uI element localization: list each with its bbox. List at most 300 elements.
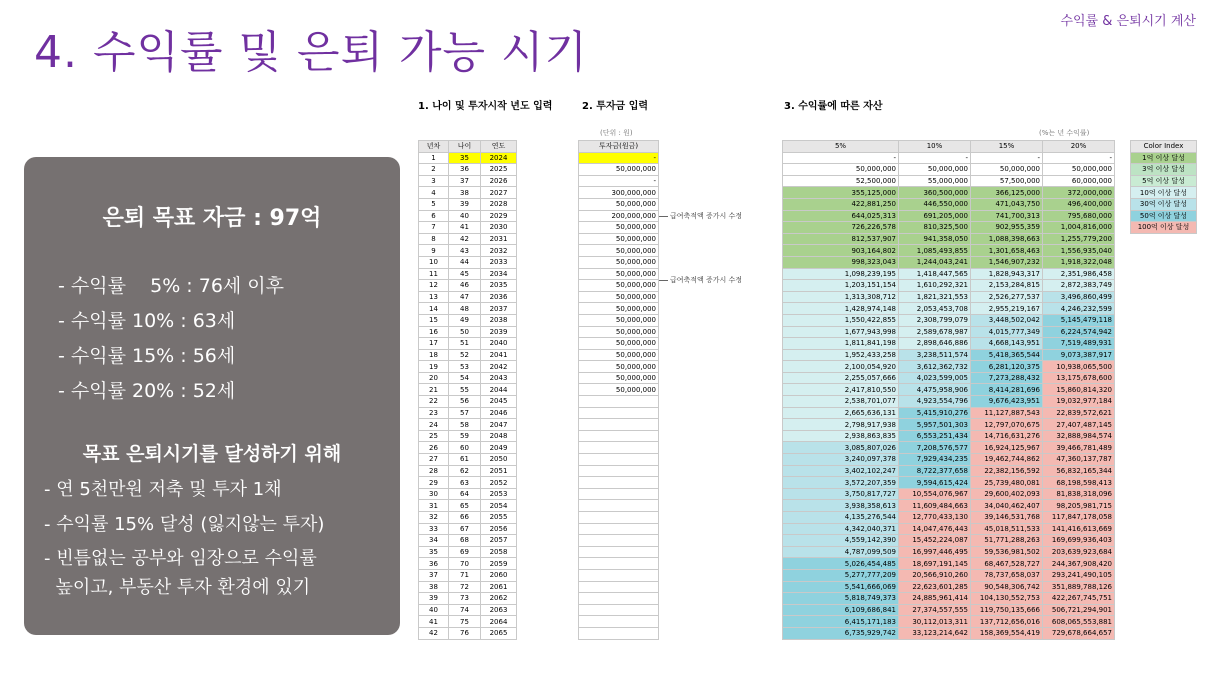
asset-value-cell: 446,550,000 [899, 198, 971, 210]
asset-value-cell: 729,678,664,657 [1043, 627, 1115, 639]
asset-value-cell: 5,818,749,373 [783, 593, 899, 605]
table-row [579, 338, 659, 350]
legend-item: 100억 이상 달성 [1131, 222, 1197, 234]
table-row [783, 268, 1115, 280]
asset-value-cell: 6,553,251,434 [899, 430, 971, 442]
age-cell: 43 [449, 245, 481, 257]
table-row [579, 256, 659, 268]
table-row [783, 372, 1115, 384]
asset-value-cell: 3,085,807,026 [783, 442, 899, 454]
table-row [419, 361, 517, 373]
investment-cell [579, 616, 659, 628]
age-cell: 49 [449, 314, 481, 326]
unit-note-yield: (%는 년 수익률) [1039, 129, 1090, 137]
asset-value-cell: 2,872,383,749 [1043, 280, 1115, 292]
year-index-cell: 27 [419, 454, 449, 466]
age-cell: 54 [449, 372, 481, 384]
table-row [783, 604, 1115, 616]
legend-item: 5억 이상 달성 [1131, 175, 1197, 187]
asset-value-cell: 68,467,528,727 [971, 558, 1043, 570]
asset-value-cell: 32,888,984,574 [1043, 430, 1115, 442]
asset-value-cell: 5,277,777,209 [783, 569, 899, 581]
asset-value-cell: 372,000,000 [1043, 187, 1115, 199]
age-cell: 70 [449, 558, 481, 570]
investment-cell: 50,000,000 [579, 164, 659, 176]
year-cell: 2040 [481, 338, 517, 350]
table-row [783, 442, 1115, 454]
year-index-cell: 41 [419, 616, 449, 628]
table-row [783, 222, 1115, 234]
table-row [579, 222, 659, 234]
table-row [783, 187, 1115, 199]
table-row [419, 500, 517, 512]
table-row [579, 245, 659, 257]
year-cell: 2031 [481, 233, 517, 245]
asset-value-cell: 29,600,402,093 [971, 488, 1043, 500]
asset-value-cell: 1,004,816,000 [1043, 222, 1115, 234]
table-row [783, 291, 1115, 303]
asset-value-cell: 15,452,224,087 [899, 535, 971, 547]
table-row [783, 477, 1115, 489]
table-row [579, 546, 659, 558]
asset-value-cell: 141,416,613,669 [1043, 523, 1115, 535]
asset-value-cell: 7,273,288,432 [971, 372, 1043, 384]
year-index-cell: 17 [419, 338, 449, 350]
table-row [419, 581, 517, 593]
table-row [579, 407, 659, 419]
asset-value-cell: 203,639,923,684 [1043, 546, 1115, 558]
asset-value-cell: 1,952,433,258 [783, 349, 899, 361]
table-row [783, 314, 1115, 326]
asset-value-cell: 5,145,479,118 [1043, 314, 1115, 326]
table-row [579, 349, 659, 361]
asset-value-cell: 9,594,615,424 [899, 477, 971, 489]
year-cell: 2034 [481, 268, 517, 280]
year-index-cell: 39 [419, 593, 449, 605]
investment-cell [579, 407, 659, 419]
table-row [579, 280, 659, 292]
year-cell: 2024 [481, 152, 517, 164]
table-row [419, 268, 517, 280]
table-row [579, 396, 659, 408]
asset-value-cell: 4,342,040,371 [783, 523, 899, 535]
asset-value-cell: 7,929,434,235 [899, 454, 971, 466]
asset-value-cell: 45,018,511,533 [971, 523, 1043, 535]
year-cell: 2062 [481, 593, 517, 605]
table-row [783, 256, 1115, 268]
asset-value-cell: 119,750,135,666 [971, 604, 1043, 616]
unit-note-won: (단위 : 원) [600, 129, 633, 137]
asset-value-cell: 27,407,487,145 [1043, 419, 1115, 431]
asset-value-cell: 1,677,943,998 [783, 326, 899, 338]
table-row [419, 558, 517, 570]
asset-value-cell: 5,415,910,276 [899, 407, 971, 419]
table-row [579, 569, 659, 581]
age-cell: 51 [449, 338, 481, 350]
asset-value-cell: 59,536,981,502 [971, 546, 1043, 558]
asset-value-cell: 1,313,308,712 [783, 291, 899, 303]
year-index-cell: 36 [419, 558, 449, 570]
rate-line: - 수익률 10% : 63세 [58, 310, 236, 332]
table-row [783, 454, 1115, 466]
asset-value-cell: 20,566,910,260 [899, 569, 971, 581]
asset-value-cell: 3,240,097,378 [783, 454, 899, 466]
year-index-cell: 23 [419, 407, 449, 419]
year-index-cell: 14 [419, 303, 449, 315]
asset-value-cell: 11,127,887,543 [971, 407, 1043, 419]
age-cell: 52 [449, 349, 481, 361]
asset-value-cell: 14,716,631,276 [971, 430, 1043, 442]
table-row [783, 198, 1115, 210]
asset-value-cell: 691,205,000 [899, 210, 971, 222]
year-index-cell: 13 [419, 291, 449, 303]
investment-cell [579, 604, 659, 616]
table-row [783, 280, 1115, 292]
investment-table [578, 140, 659, 640]
asset-value-cell: 25,739,480,081 [971, 477, 1043, 489]
header-year-index: 년차 [419, 141, 449, 153]
table-row [419, 477, 517, 489]
table-row [419, 604, 517, 616]
table-row [579, 384, 659, 396]
rate-line: - 수익률 5% : 76세 이후 [58, 275, 285, 297]
table-row [783, 569, 1115, 581]
table-row [783, 361, 1115, 373]
asset-value-cell: 4,787,099,509 [783, 546, 899, 558]
investment-cell [579, 477, 659, 489]
table-row [579, 430, 659, 442]
asset-value-cell: 244,367,908,420 [1043, 558, 1115, 570]
asset-value-cell: 4,559,142,390 [783, 535, 899, 547]
asset-value-cell: 16,924,125,967 [971, 442, 1043, 454]
year-index-cell: 26 [419, 442, 449, 454]
year-index-cell: 34 [419, 535, 449, 547]
year-cell: 2026 [481, 175, 517, 187]
table-row [783, 512, 1115, 524]
asset-value-cell: 6,415,171,183 [783, 616, 899, 628]
age-cell: 42 [449, 233, 481, 245]
age-cell: 57 [449, 407, 481, 419]
retirement-goal: 은퇴 목표 자금 : 97억 [102, 206, 322, 231]
asset-value-cell: 1,088,398,663 [971, 233, 1043, 245]
top-caption: 수익률 & 은퇴시기 계산 [1060, 14, 1196, 29]
table-row [419, 419, 517, 431]
table-row [783, 593, 1115, 605]
table-row [419, 187, 517, 199]
investment-cell [579, 442, 659, 454]
investment-cell [579, 396, 659, 408]
asset-value-cell: 2,526,277,537 [971, 291, 1043, 303]
investment-cell [579, 558, 659, 570]
table-row [419, 593, 517, 605]
table-row [419, 465, 517, 477]
strategy-title: 목표 은퇴시기를 달성하기 위해 [82, 443, 342, 465]
investment-cell [579, 465, 659, 477]
page-title: 4. 수익률 및 은퇴 가능 시기 [34, 27, 588, 78]
year-index-cell: 1 [419, 152, 449, 164]
asset-value-cell: 3,750,817,727 [783, 488, 899, 500]
year-cell: 2057 [481, 535, 517, 547]
table-row [783, 627, 1115, 639]
legend-item: 10억 이상 달성 [1131, 187, 1197, 199]
asset-value-cell: 1,556,935,040 [1043, 245, 1115, 257]
table-row [783, 233, 1115, 245]
table-row [419, 222, 517, 234]
table-row [419, 152, 517, 164]
asset-value-cell: 4,475,958,906 [899, 384, 971, 396]
asset-value-cell: 3,238,511,574 [899, 349, 971, 361]
age-cell: 66 [449, 512, 481, 524]
annotation: 급여축적액 증가시 수정 [659, 275, 742, 285]
table-row [419, 175, 517, 187]
age-cell: 46 [449, 280, 481, 292]
table-row [579, 500, 659, 512]
table-row [579, 442, 659, 454]
asset-value-cell: 4,135,276,544 [783, 512, 899, 524]
asset-value-cell: 608,065,553,881 [1043, 616, 1115, 628]
asset-value-cell: 50,000,000 [1043, 164, 1115, 176]
table-row [579, 372, 659, 384]
table-row [419, 303, 517, 315]
table-row [579, 210, 659, 222]
table-row [783, 210, 1115, 222]
asset-value-cell: 5,541,666,069 [783, 581, 899, 593]
asset-value-cell: 2,351,986,458 [1043, 268, 1115, 280]
table-row [579, 535, 659, 547]
investment-cell: 50,000,000 [579, 338, 659, 350]
asset-value-cell: 812,537,907 [783, 233, 899, 245]
asset-value-cell: 3,402,102,247 [783, 465, 899, 477]
asset-value-cell: 9,676,423,951 [971, 396, 1043, 408]
table-row [419, 396, 517, 408]
year-index-cell: 37 [419, 569, 449, 581]
asset-value-cell: 1,098,239,195 [783, 268, 899, 280]
asset-value-cell: 2,898,646,886 [899, 338, 971, 350]
investment-cell [579, 627, 659, 639]
asset-value-cell: 1,428,974,148 [783, 303, 899, 315]
asset-value-cell: 2,538,701,077 [783, 396, 899, 408]
table-row [783, 430, 1115, 442]
year-cell: 2033 [481, 256, 517, 268]
table-row [783, 396, 1115, 408]
asset-value-cell: 98,205,981,715 [1043, 500, 1115, 512]
rate-line: - 수익률 20% : 52세 [58, 380, 236, 402]
investment-cell [579, 523, 659, 535]
year-cell: 2025 [481, 164, 517, 176]
investment-cell: 50,000,000 [579, 326, 659, 338]
table-row [579, 454, 659, 466]
year-cell: 2044 [481, 384, 517, 396]
year-cell: 2051 [481, 465, 517, 477]
year-cell: 2038 [481, 314, 517, 326]
asset-value-cell: 2,153,284,815 [971, 280, 1043, 292]
age-cell: 75 [449, 616, 481, 628]
asset-value-cell: 2,798,917,938 [783, 419, 899, 431]
asset-value-cell: 2,417,810,550 [783, 384, 899, 396]
asset-value-cell: 158,369,554,419 [971, 627, 1043, 639]
asset-value-cell: 1,244,043,241 [899, 256, 971, 268]
investment-cell [579, 430, 659, 442]
year-index-cell: 15 [419, 314, 449, 326]
year-index-cell: 40 [419, 604, 449, 616]
asset-value-cell: 27,374,557,555 [899, 604, 971, 616]
header-rate-20: 20% [1043, 141, 1115, 153]
asset-value-cell: 366,125,000 [971, 187, 1043, 199]
asset-value-cell: 11,609,484,663 [899, 500, 971, 512]
asset-value-cell: 2,938,863,835 [783, 430, 899, 442]
investment-cell: 50,000,000 [579, 372, 659, 384]
summary-panel [24, 157, 400, 635]
table-row [579, 187, 659, 199]
year-cell: 2055 [481, 512, 517, 524]
table-row [579, 558, 659, 570]
asset-value-cell: 22,382,156,592 [971, 465, 1043, 477]
table-row [419, 535, 517, 547]
table-row [579, 419, 659, 431]
asset-value-cell: 355,125,000 [783, 187, 899, 199]
table-row [579, 175, 659, 187]
year-cell: 2061 [481, 581, 517, 593]
asset-value-cell: 50,000,000 [899, 164, 971, 176]
asset-value-cell: 19,462,744,862 [971, 454, 1043, 466]
table-row [419, 512, 517, 524]
table-row [783, 152, 1115, 164]
asset-value-cell: 10,938,065,500 [1043, 361, 1115, 373]
asset-value-cell: 1,418,447,565 [899, 268, 971, 280]
asset-value-cell: 39,466,781,489 [1043, 442, 1115, 454]
table-row [419, 338, 517, 350]
table-row [579, 268, 659, 280]
legend-item: 3억 이상 달성 [1131, 164, 1197, 176]
age-cell: 47 [449, 291, 481, 303]
table-row [419, 523, 517, 535]
table-row [419, 384, 517, 396]
table-row [419, 291, 517, 303]
year-index-cell: 8 [419, 233, 449, 245]
year-index-cell: 28 [419, 465, 449, 477]
asset-value-cell: 55,000,000 [899, 175, 971, 187]
investment-cell [579, 500, 659, 512]
age-cell: 73 [449, 593, 481, 605]
asset-value-cell: 4,668,143,951 [971, 338, 1043, 350]
asset-value-cell: 2,053,453,708 [899, 303, 971, 315]
age-cell: 58 [449, 419, 481, 431]
table-row [419, 442, 517, 454]
table-row [783, 349, 1115, 361]
asset-value-cell: 795,680,000 [1043, 210, 1115, 222]
table-row [419, 546, 517, 558]
age-cell: 35 [449, 152, 481, 164]
legend-item: 1억 이상 달성 [1131, 152, 1197, 164]
table-row [783, 384, 1115, 396]
asset-value-cell: 39,146,531,768 [971, 512, 1043, 524]
table-row [419, 372, 517, 384]
asset-value-cell: 6,224,574,942 [1043, 326, 1115, 338]
asset-value-cell: 56,832,165,344 [1043, 465, 1115, 477]
year-index-cell: 11 [419, 268, 449, 280]
asset-value-cell: 1,255,779,200 [1043, 233, 1115, 245]
asset-value-cell: 8,722,377,658 [899, 465, 971, 477]
table-row [419, 349, 517, 361]
strategy-line: 높이고, 부동산 투자 환경에 있기 [44, 577, 311, 598]
table-row [783, 488, 1115, 500]
asset-value-cell: 4,015,777,349 [971, 326, 1043, 338]
asset-value-cell: 104,130,552,753 [971, 593, 1043, 605]
age-cell: 61 [449, 454, 481, 466]
investment-cell: 50,000,000 [579, 233, 659, 245]
table-row [579, 152, 659, 164]
table-row [783, 535, 1115, 547]
asset-value-cell: 1,610,292,321 [899, 280, 971, 292]
asset-value-cell: 5,418,365,544 [971, 349, 1043, 361]
section-title-invest: 2. 투자금 입력 [582, 101, 649, 112]
investment-cell [579, 454, 659, 466]
age-cell: 63 [449, 477, 481, 489]
asset-value-cell: 52,500,000 [783, 175, 899, 187]
asset-value-cell: 4,923,554,796 [899, 396, 971, 408]
asset-value-cell: 6,281,120,375 [971, 361, 1043, 373]
header-rate-15: 15% [971, 141, 1043, 153]
year-index-cell: 32 [419, 512, 449, 524]
age-cell: 38 [449, 187, 481, 199]
investment-cell: 50,000,000 [579, 314, 659, 326]
investment-cell: 50,000,000 [579, 198, 659, 210]
table-row [783, 175, 1115, 187]
table-row [579, 291, 659, 303]
asset-value-cell: 1,546,907,232 [971, 256, 1043, 268]
table-row [579, 465, 659, 477]
asset-value-cell: 3,938,358,613 [783, 500, 899, 512]
asset-value-cell: 68,198,598,413 [1043, 477, 1115, 489]
header-investment: 투자금(원금) [579, 141, 659, 153]
header-rate-5: 5% [783, 141, 899, 153]
table-row [783, 407, 1115, 419]
asset-value-cell: 2,255,057,666 [783, 372, 899, 384]
table-row [419, 198, 517, 210]
header-rate-10: 10% [899, 141, 971, 153]
year-cell: 2063 [481, 604, 517, 616]
investment-cell: - [579, 175, 659, 187]
asset-value-cell: - [1043, 152, 1115, 164]
table-row [579, 627, 659, 639]
table-row [419, 488, 517, 500]
section-title-age: 1. 나이 및 투자시작 년도 입력 [418, 101, 553, 112]
age-cell: 39 [449, 198, 481, 210]
table-row [579, 604, 659, 616]
year-cell: 2037 [481, 303, 517, 315]
table-row [579, 164, 659, 176]
table-row [419, 326, 517, 338]
year-cell: 2064 [481, 616, 517, 628]
year-cell: 2060 [481, 569, 517, 581]
year-index-cell: 24 [419, 419, 449, 431]
age-cell: 55 [449, 384, 481, 396]
asset-value-cell: 1,203,151,154 [783, 280, 899, 292]
age-cell: 50 [449, 326, 481, 338]
table-row [419, 256, 517, 268]
asset-value-cell: 3,496,860,499 [1043, 291, 1115, 303]
year-cell: 2065 [481, 627, 517, 639]
table-row [783, 465, 1115, 477]
asset-value-cell: 2,665,636,131 [783, 407, 899, 419]
table-row [419, 407, 517, 419]
asset-value-cell: 81,838,318,096 [1043, 488, 1115, 500]
investment-cell [579, 593, 659, 605]
table-row [783, 523, 1115, 535]
age-cell: 74 [449, 604, 481, 616]
asset-value-cell: 6,109,686,841 [783, 604, 899, 616]
table-row [783, 616, 1115, 628]
